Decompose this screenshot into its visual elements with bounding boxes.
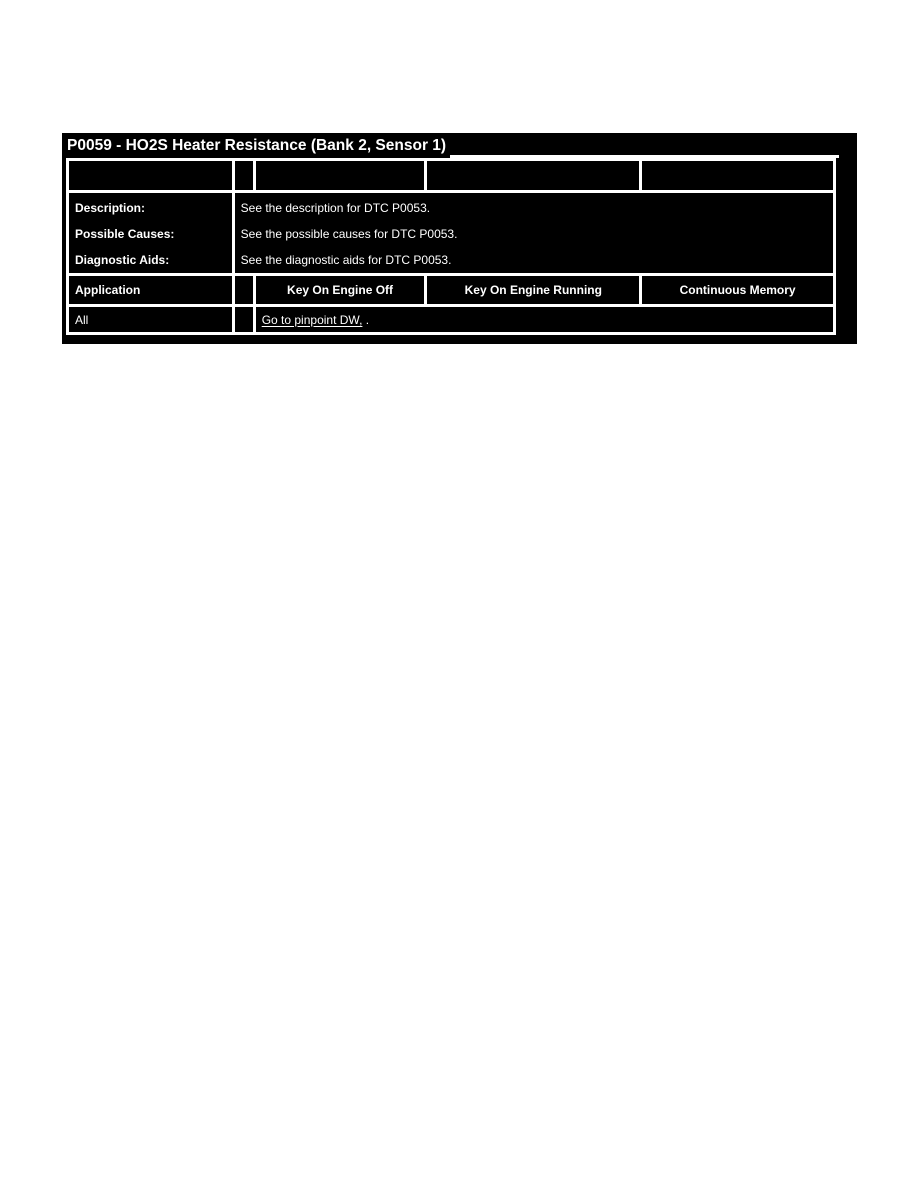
info-labels-cell [69, 193, 232, 273]
info-texts-cell [235, 193, 833, 273]
title-underline [450, 155, 839, 158]
possible-causes-label: Possible Causes: [75, 227, 175, 241]
info-row [69, 193, 833, 273]
application-value-row [69, 307, 833, 332]
dtc-table [62, 133, 857, 344]
application-value-cell: All [69, 307, 232, 332]
application-header-spacer [235, 276, 253, 304]
description-text: See the description for DTC P0053. [240, 201, 431, 215]
koer-column-header: Key On Engine Running [427, 276, 639, 304]
application-value-spacer [235, 307, 253, 332]
empty-header-cell-2 [256, 161, 425, 190]
dtc-table-title-row [66, 133, 836, 158]
empty-header-cell-4 [642, 161, 833, 190]
dtc-grid [66, 158, 836, 335]
action-cell [256, 307, 833, 332]
empty-header-cell-1 [69, 161, 232, 190]
application-column-header: Application [69, 276, 232, 304]
koeo-column-header: Key On Engine Off [256, 276, 425, 304]
empty-header-cell-3 [427, 161, 639, 190]
empty-header-row [69, 161, 833, 190]
pinpoint-dw-link[interactable]: Go to pinpoint DW, [261, 312, 363, 327]
dtc-table-title: P0059 - HO2S Heater Resistance (Bank 2, Sensor 1) [67, 136, 447, 154]
diagnostic-aids-label: Diagnostic Aids: [75, 253, 170, 267]
empty-header-cell-spacer [235, 161, 253, 190]
possible-causes-text: See the possible causes for DTC P0053. [240, 227, 458, 241]
action-suffix: . [362, 312, 370, 327]
continuous-memory-column-header: Continuous Memory [642, 276, 833, 304]
application-header-row [69, 276, 833, 304]
description-label: Description: [75, 201, 146, 215]
diagnostic-aids-text: See the diagnostic aids for DTC P0053. [240, 253, 452, 267]
